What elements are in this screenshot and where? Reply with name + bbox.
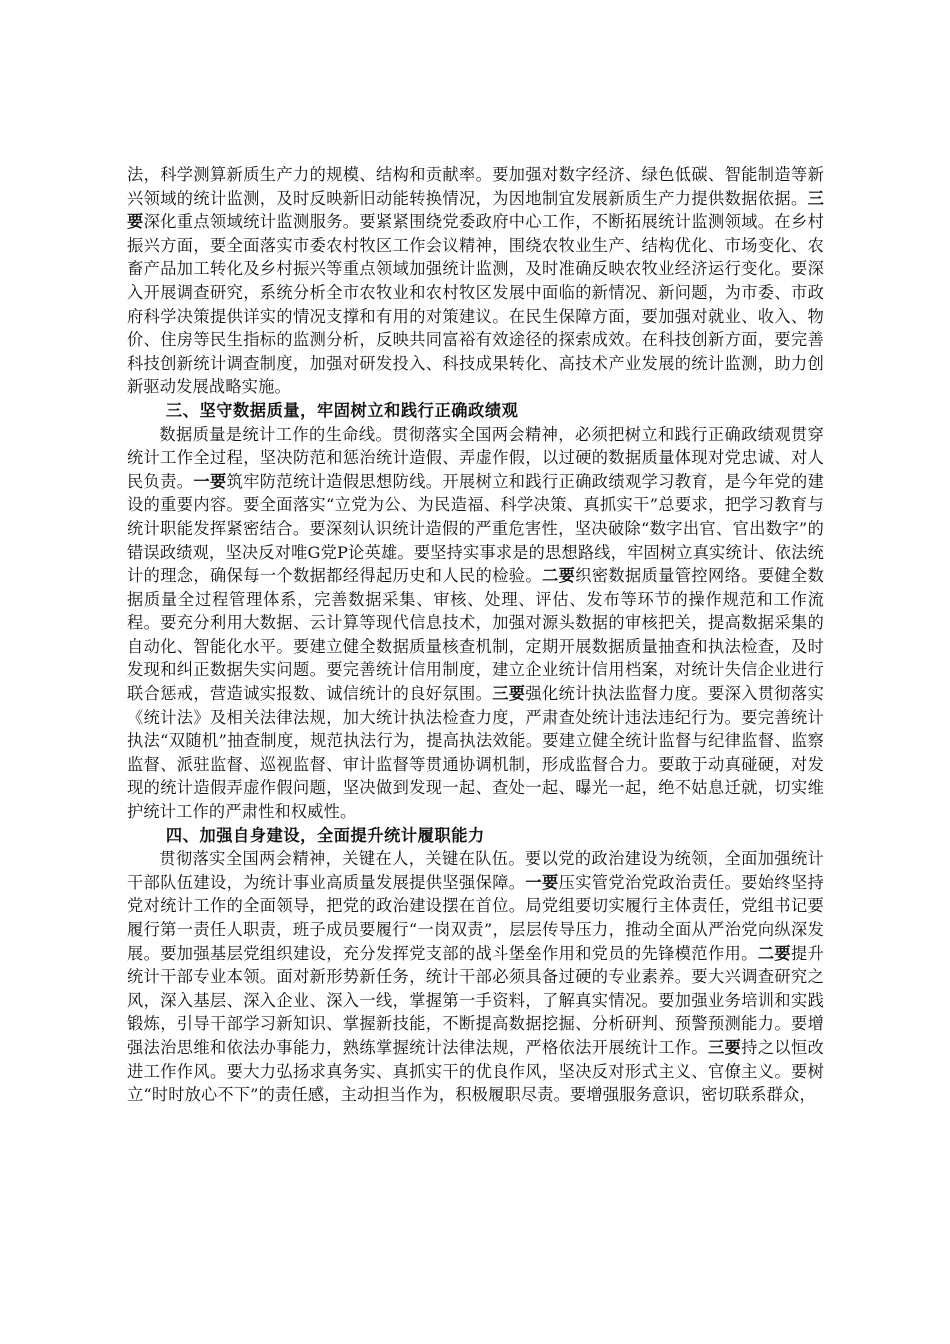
body-paragraph-1: [127, 163, 824, 399]
section-heading-4: 四、加强自身建设，全面提升统计履职能力: [165, 825, 485, 845]
paragraph-text-run: 深化重点领域统计监测服务。要紧紧围绕党委政府中心工作，不断拓展统计监测领域。在乡村振兴方面，要全面落实市委农村牧区工作会议精神，围绕农牧业生产、结构优化、市场变化、农畜产品加工转化及乡村振兴等重点领域加强统计监测，及时准确反映农牧业经济运行变化。要深入开展调查研究，系统分析全市农牧业和农村牧区发展中面临的新情况、新问题，为市委、市政府科学决策提供详实的情况支撑和有用的对策建议。在民生保障方面，要加强对就业、收入、物价、住房等民生指标的监测分析，反映共同富裕有效途径的探索成效。在科技创新方面，要完善科技创新统计调查制度，加强对研发投入、科技成果转化、高技术产业发展的统计监测，助力创新驱动发展战略实施。: [127, 212, 824, 397]
body-paragraph-3: [127, 847, 824, 1107]
bold-keyword: 三要: [492, 684, 526, 704]
paragraph-text-run: 强化统计执法监督力度。要深入贯彻落实《统计法》及相关法律法规，加大统计执法检查力度，严肃查处统计违法违纪行为。要完善统计执法“双随机”抽查制度，规范执法行为，提高执法效能。要建立健全统计监督与纪律监督、监察监督、派驻监督、巡视监督、审计监督等贯通协调机制，形成监督合力。要敢于动真碰硬，对发现的统计造假弄虚作假问题，坚决做到发现一起、查处一起、曝光一起，绝不姑息迁就，切实维护统计工作的严肃性和权威性。: [127, 684, 824, 822]
paragraph-text-run: 压实管党治党政治责任。要始终坚持党对统计工作的全面领导，把党的政治建设摆在首位。局党组要切实履行主体责任，党组书记要履行第一责任人职责，班子成员要履行“一岗双责”，层层传导压力，推动全面从严治党向纵深发展。要加强基层党组织建设，充分发挥党支部的战斗堡垒作用和党员的先锋模范作用。: [127, 872, 824, 963]
paragraph-text-run: 提升统计干部专业本领。面对新形势新任务，统计干部必须具备过硬的专业素养。要大兴调查研究之风，深入基层、深入企业、深入一线，掌握第一手资料，了解真实情况。要加强业务培训和实践锻炼，引导干部学习新知识、掌握新技能，不断提高数据挖掘、分析研判、预警预测能力。要增强法治思维和依法办事能力，熟练掌握统计法律法规，严格依法开展统计工作。: [127, 943, 824, 1057]
paragraph-text-run: 法，科学测算新质生产力的规模、结构和贡献率。要加强对数字经济、绿色低碳、智能制造等新兴领域的统计监测，及时反映新旧动能转换情况，为因地制宜发展新质生产力提供数据依据。: [127, 165, 824, 208]
document-page: [127, 163, 824, 1107]
bold-keyword: 一要: [193, 471, 227, 491]
bold-keyword: 三要: [708, 1037, 742, 1057]
section-heading-3: 三、坚守数据质量，牢固树立和践行正确政绩观: [165, 400, 519, 420]
paragraph-text-run: 织密数据质量管控网络。要健全数据质量全过程管理体系，完善数据采集、审核、处理、评估、发布等环节的操作规范和工作流程。要充分利用大数据、云计算等现代信息技术，加强对源头数据的审核把关，提高数据采集的自动化、智能化水平。要建立健全数据质量核查机制，定期开展数据质量抽查和执法检查，及时发现和纠正数据失实问题。要完善统计信用制度，建立企业统计信用档案，对统计失信企业进行联合惩戒，营造诚实报数、诚信统计的良好氛围。: [127, 566, 825, 704]
body-paragraph-2: [127, 423, 824, 824]
paragraph-text-run: 筑牢防范统计造假思想防线。开展树立和践行正确政绩观学习教育，是今年党的建设的重要内容。要全面落实“立党为公、为民造福、科学决策、真抓实干”总要求，把学习教育与统计职能发挥紧密结合。要深刻认识统计造假的严重危害性，坚决破除“数字出官、官出数字”的错误政绩观，坚决反对唯G党P论英雄。要坚持实事求是的思想路线，牢固树立真实统计、依法统计的理念，确保每一个数据都经得起历史和人民的检验。: [127, 471, 824, 586]
bold-keyword: 一要: [525, 872, 559, 892]
bold-keyword: 二要: [542, 566, 576, 586]
paragraph-text-run: 贯彻落实全国两会精神，关键在人，关键在队伍。要以党的政治建设为统领，全面加强统计干部队伍建设，为统计事业高质量发展提供坚强保障。: [127, 849, 824, 892]
bold-keyword: 二要: [757, 943, 791, 963]
bold-keyword: 三要: [127, 188, 824, 232]
paragraph-text-run: 数据质量是统计工作的生命线。贯彻落实全国两会精神，必须把树立和践行正确政绩观贯穿统计工作全过程，坚决防范和惩治统计造假、弄虚作假，以过硬的数据质量体现对党忠诚、对人民负责。: [127, 424, 824, 491]
paragraph-text-run: 持之以恒改进工作作风。要大力弘扬求真务实、真抓实干的优良作风，坚决反对形式主义、官僚主义。要树立“时时放心不下”的责任感，主动担当作为，积极履职尽责。要增强服务意识，密切联系群众，: [127, 1037, 825, 1105]
